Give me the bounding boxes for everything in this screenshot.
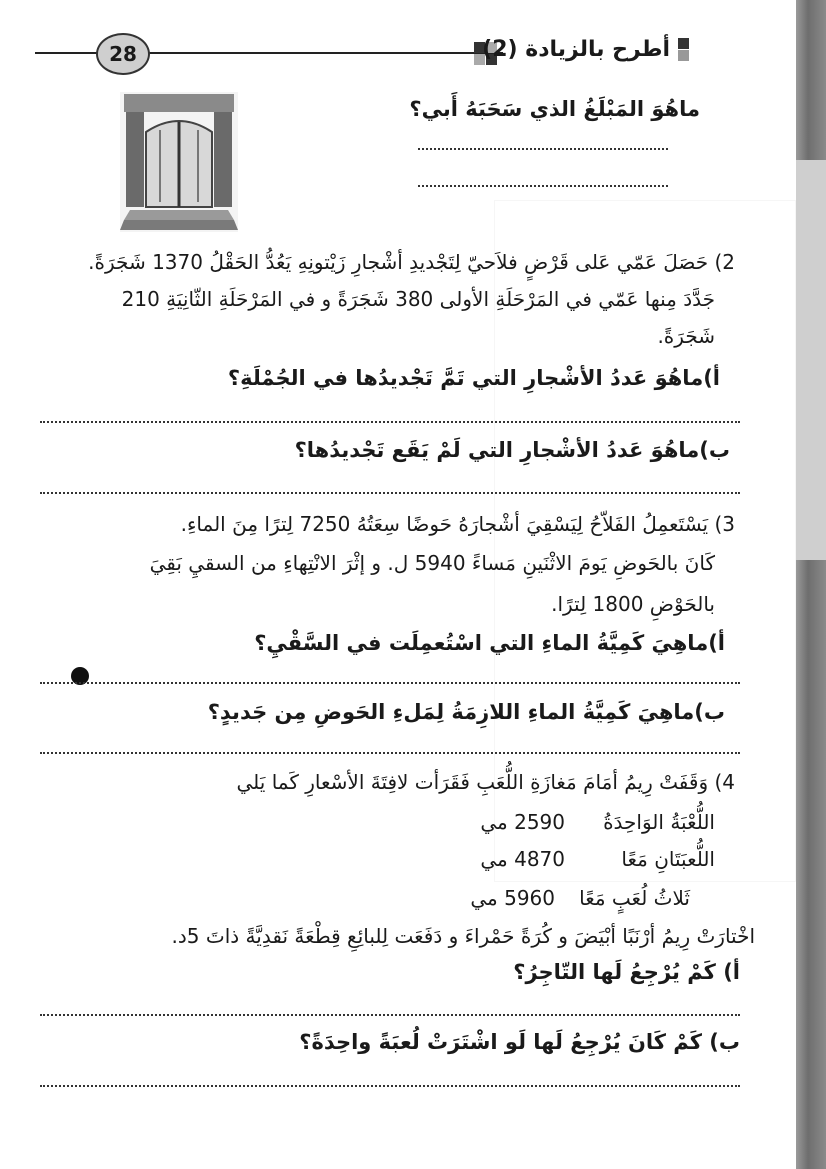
- answer-line[interactable]: [40, 682, 740, 684]
- problem-3-text-line-3: بالحَوْضِ 1800 لِترًا.: [551, 592, 715, 616]
- price-item: ثَلاثُ لُعَبٍ مَعًا: [579, 886, 690, 910]
- answer-line[interactable]: [40, 752, 740, 754]
- header-rule-left: [35, 52, 97, 54]
- price-value: 5960 مي: [470, 886, 555, 910]
- problem-2-question-a: أ)ماهُوَ عَددُ الأشْجارِ التي تَمَّ تَجْديدُها في الجُمْلَةِ؟: [227, 366, 720, 390]
- page-number: 28: [96, 33, 150, 75]
- problem-2-text-line-2: جَدَّدَ مِنها عَمّي في المَرْحَلَةِ الأولى 380 شَجَرَةً و في المَرْحَلَةِ الثّانِيَةِ 210: [121, 287, 715, 311]
- problem-4-intro: 4) وَقَفَتْ رِيمُ أمَامَ مَغازَةِ اللُّعَبِ فَقَرَأت لافِتَةَ الأسْعارِ كَما يَلي: [236, 770, 735, 794]
- price-value: 2590 مي: [480, 810, 565, 834]
- problem-3-question-b: ب)ماهِيَ كَمِيَّةُ الماءِ اللازِمَةُ لِمَلءِ الحَوضِ مِن جَديدٍ؟: [207, 700, 725, 724]
- problem-3-text-line-2: كَانَ بالحَوضِ يَومَ الاثْنَينِ مَساءً 5940 ل. و إثْرَ الانْتِهاءِ من السقيِ بَقِيَ: [149, 551, 715, 575]
- page-edge: [796, 0, 826, 1169]
- price-item: اللُّعْبَةُ الوَاحِدَةُ: [603, 810, 715, 834]
- problem-4-statement: اخْتارَتْ رِيمُ أرْنَبًا أبْيَضَ و كُرَةً حَمْراءَ و دَفَعَت لِلبائِعِ قِطْعَةً نَقدِيَّةً ذاتَ 5د.: [171, 924, 755, 948]
- problem-2-question-b: ب)ماهُوَ عَددُ الأشْجارِ التي لَمْ يَقَع تَجْديدُها؟: [294, 438, 730, 462]
- answer-line[interactable]: [418, 185, 668, 187]
- answer-line[interactable]: [40, 1014, 740, 1016]
- problem-2-text-line-3: شَجَرَةً.: [657, 324, 715, 348]
- answer-line[interactable]: [40, 421, 740, 423]
- answer-line[interactable]: [40, 492, 740, 494]
- problem-4-question-a: أ) كَمْ يُرْجِعُ لَها التّاجِرُ؟: [513, 960, 740, 984]
- problem-3-text-line-1: 3) يَسْتَعمِلُ الفَلاّحُ لِيَسْقِيَ أشْجارَهُ حَوضًا سِعَتُهُ 7250 لِترًا مِنَ الماءِ.: [180, 512, 735, 536]
- price-item: اللُّعبَتَانِ مَعًا: [621, 847, 715, 871]
- page-title: أطرح بالزيادة (2): [482, 37, 670, 62]
- problem-3-question-a: أ)ماهِيَ كَمِيَّةُ الماءِ التي اسْتُعمِلَت في السَّقْيِ؟: [254, 631, 725, 655]
- problem-2-text-line-1: 2) حَصَلَ عَمّي عَلى قَرْضٍ فلاَحيّ لِتَجْديدِ أشْجارِ زَيْتونِهِ يَعُدُّ الحَقْلُ 1370 شَجَرَةً.: [88, 250, 735, 274]
- question-withdrawn-amount: ماهُوَ المَبْلَغُ الذي سَحَبَهُ أَبي؟: [409, 97, 700, 121]
- answer-line[interactable]: [418, 148, 668, 150]
- revolving-door-photo: [120, 92, 238, 232]
- header-rule-right: [148, 52, 503, 54]
- price-value: 4870 مي: [480, 847, 565, 871]
- answer-line[interactable]: [40, 1085, 740, 1087]
- problem-4-question-b: ب) كَمْ كَانَ يُرْجِعُ لَها لَو اشْتَرَتْ لُعبَةً واحِدَةً؟: [299, 1030, 740, 1054]
